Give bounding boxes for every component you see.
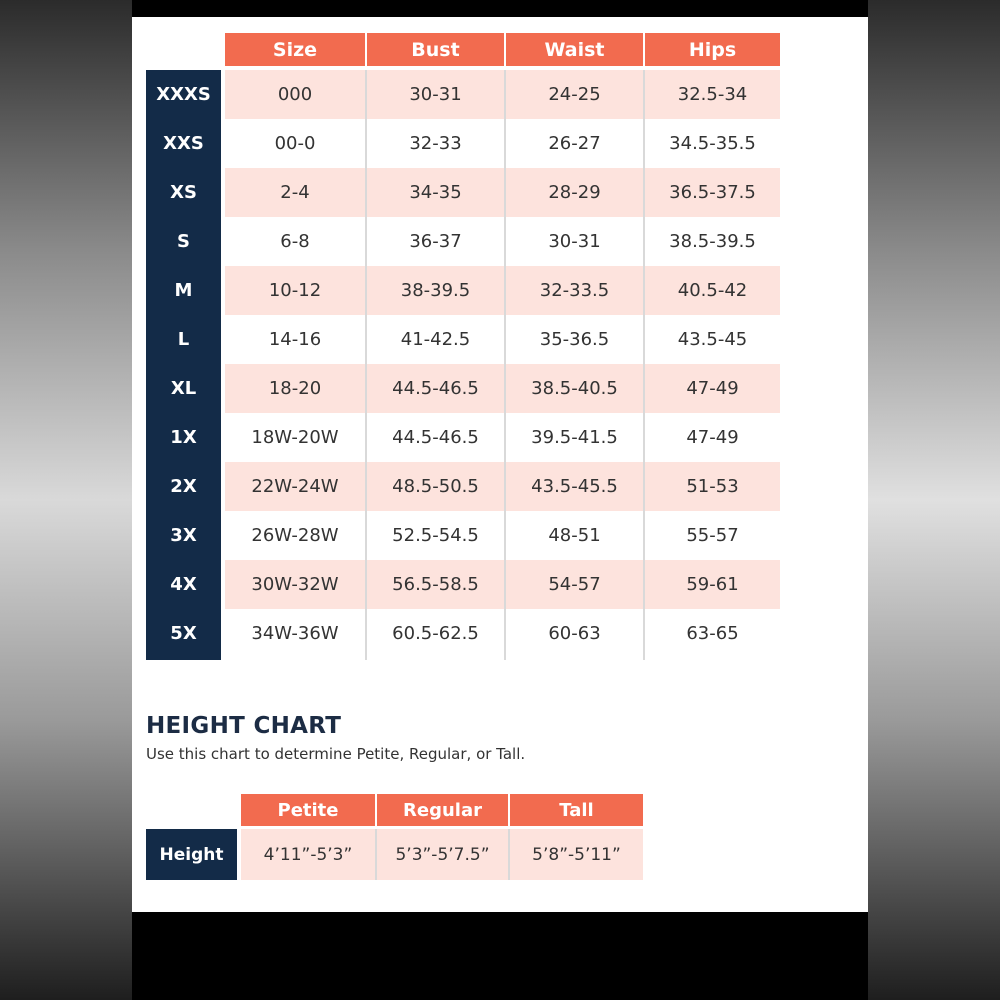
table-cell-bust: 32-33 (409, 133, 462, 154)
table-cell-waist: 48-51 (548, 525, 601, 546)
table-cell-size: 000 (277, 84, 313, 105)
size-label: S (177, 231, 190, 252)
size-label: XXS (163, 133, 204, 154)
size-label: L (177, 329, 190, 350)
table-cell-bust: 44.5-46.5 (392, 427, 479, 448)
header-petite: Petite (241, 794, 375, 826)
size-label: 4X (170, 574, 197, 595)
height-tall-value: 5’8”-5’11” (532, 844, 621, 865)
table-cell-waist: 28-29 (548, 182, 601, 203)
height-chart-subtitle: Use this chart to determine Petite, Regular, or Tall. (146, 745, 526, 763)
height-chart-title: HEIGHT CHART (146, 713, 342, 739)
table-cell-hips: 38.5-39.5 (669, 231, 756, 252)
header-bust: Bust (367, 33, 504, 66)
header-waist: Waist (506, 33, 643, 66)
table-cell-size: 30W-32W (251, 574, 339, 595)
size-label: 3X (170, 525, 197, 546)
right-blurred-border (868, 0, 1000, 1000)
table-cell-size: 34W-36W (251, 623, 339, 644)
table-cell-waist: 38.5-40.5 (531, 378, 618, 399)
table-cell-hips: 47-49 (686, 427, 739, 448)
table-cell-size: 22W-24W (251, 476, 339, 497)
height-row-label: Height (146, 829, 237, 880)
table-cell-size: 26W-28W (251, 525, 339, 546)
table-cell-size: 14-16 (268, 329, 322, 350)
table-cell-hips: 47-49 (686, 378, 739, 399)
table-cell-bust: 41-42.5 (400, 329, 471, 350)
table-cell-bust: 30-31 (409, 84, 462, 105)
table-cell-bust: 56.5-58.5 (392, 574, 479, 595)
table-cell-hips: 34.5-35.5 (669, 133, 756, 154)
table-cell-bust: 38-39.5 (400, 280, 471, 301)
table-cell-hips: 32.5-34 (677, 84, 748, 105)
table-cell-size: 2-4 (280, 182, 310, 203)
table-cell-hips: 51-53 (686, 476, 739, 497)
size-label: XS (170, 182, 197, 203)
table-cell-waist: 60-63 (548, 623, 601, 644)
table-cell-hips: 63-65 (686, 623, 739, 644)
table-cell-size: 18W-20W (251, 427, 339, 448)
column-divider (375, 829, 377, 880)
table-cell-waist: 30-31 (548, 231, 601, 252)
table-cell-bust: 60.5-62.5 (392, 623, 479, 644)
table-cell-hips: 40.5-42 (677, 280, 748, 301)
table-cell-waist: 35-36.5 (539, 329, 610, 350)
column-divider (504, 70, 506, 660)
table-cell-bust: 48.5-50.5 (392, 476, 479, 497)
table-cell-waist: 43.5-45.5 (531, 476, 618, 497)
size-label: 5X (170, 623, 197, 644)
size-label: M (174, 280, 193, 301)
size-label: 1X (170, 427, 197, 448)
table-cell-bust: 44.5-46.5 (392, 378, 479, 399)
table-cell-bust: 34-35 (409, 182, 462, 203)
size-label: XXXS (156, 84, 211, 105)
table-cell-size: 00-0 (274, 133, 316, 154)
header-tall: Tall (510, 794, 643, 826)
size-label: XL (170, 378, 197, 399)
table-cell-hips: 55-57 (686, 525, 739, 546)
column-divider (643, 70, 645, 660)
column-divider (508, 829, 510, 880)
table-cell-bust: 36-37 (409, 231, 462, 252)
header-regular: Regular (377, 794, 508, 826)
table-cell-waist: 39.5-41.5 (531, 427, 618, 448)
table-cell-size: 18-20 (268, 378, 322, 399)
left-blurred-border (0, 0, 132, 1000)
table-cell-waist: 54-57 (548, 574, 601, 595)
table-cell-hips: 59-61 (686, 574, 739, 595)
table-cell-waist: 26-27 (548, 133, 601, 154)
table-cell-size: 6-8 (280, 231, 310, 252)
column-divider (365, 70, 367, 660)
table-cell-bust: 52.5-54.5 (392, 525, 479, 546)
table-cell-waist: 32-33.5 (539, 280, 610, 301)
size-label: 2X (170, 476, 197, 497)
height-petite-value: 4’11”-5’3” (263, 844, 353, 865)
table-cell-size: 10-12 (268, 280, 322, 301)
header-hips: Hips (645, 33, 780, 66)
header-size: Size (225, 33, 365, 66)
height-regular-value: 5’3”-5’7.5” (395, 844, 490, 865)
table-cell-hips: 36.5-37.5 (669, 182, 756, 203)
table-cell-hips: 43.5-45 (677, 329, 748, 350)
table-cell-waist: 24-25 (548, 84, 601, 105)
